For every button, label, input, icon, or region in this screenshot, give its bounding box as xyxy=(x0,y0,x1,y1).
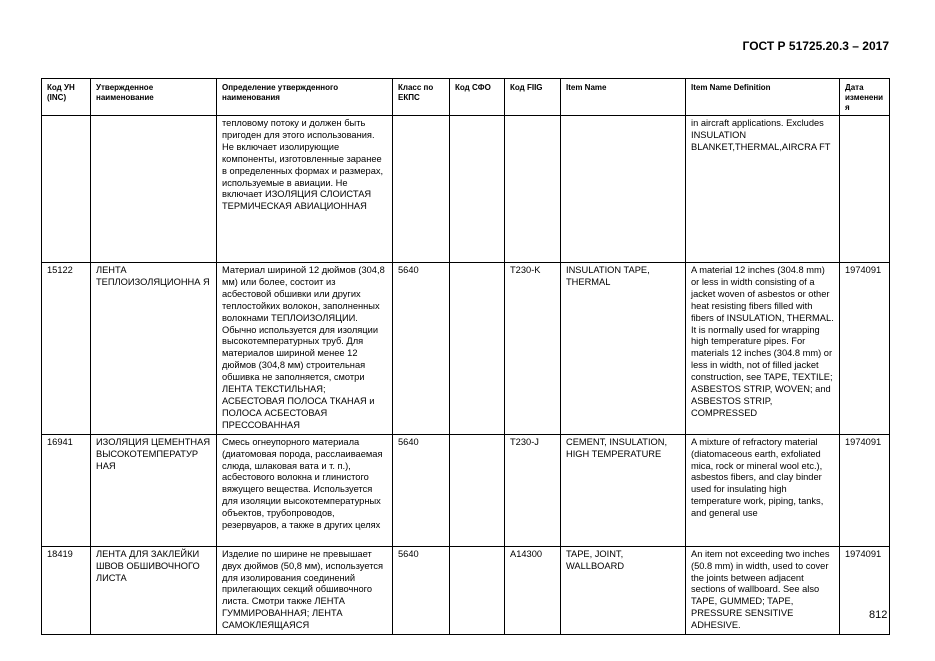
cell-approved-name: ЛЕНТА ТЕПЛОИЗОЛЯЦИОННА Я xyxy=(91,263,217,435)
col-header-sfo: Код СФО xyxy=(450,79,505,116)
col-header-inc: Код УН (INC) xyxy=(42,79,91,116)
col-header-approved-name: Утвержденное наименование xyxy=(91,79,217,116)
cell-sfo xyxy=(450,263,505,435)
table-row xyxy=(42,116,890,263)
cell-item-name: TAPE, JOINT, WALLBOARD xyxy=(561,546,686,634)
cell-sfo xyxy=(450,434,505,546)
cell-item-definition: in aircraft applications. Excludes INSULATION BLANKET,THERMAL,AIRCRA FT xyxy=(686,116,840,263)
col-header-item-name: Item Name xyxy=(561,79,686,116)
cell-class: 5640 xyxy=(393,434,450,546)
cell-definition: Смесь огнеупорного материала (диатомовая порода, расслаиваемая слюда, шлаковая вата и т. п.), асбестового волокна и глинистого вяжущего вещества. Используется для изоляции высокотемпературных объектов, трубопроводов, резервуаров, а также в других целях xyxy=(217,434,393,546)
col-header-date: Дата изменения xyxy=(840,79,890,116)
cell-approved-name: ЛЕНТА ДЛЯ ЗАКЛЕЙКИ ШВОВ ОБШИВОЧНОГО ЛИСТА xyxy=(91,546,217,634)
col-header-fiig: Код FIIG xyxy=(505,79,561,116)
cell-date: 1974091 xyxy=(840,434,890,546)
cell-item-definition: A mixture of refractory material (diatomaceous earth, exfoliated mica, rock or mineral wool etc.), asbestos fibers, and clay binder used for insulating high temperature work, piping, tanks, and general use xyxy=(686,434,840,546)
col-header-item-definition: Item Name Definition xyxy=(686,79,840,116)
cell-fiig xyxy=(505,116,561,263)
cell-inc xyxy=(42,116,91,263)
cell-class: 5640 xyxy=(393,546,450,634)
cell-sfo xyxy=(450,546,505,634)
cell-inc: 15122 xyxy=(42,263,91,435)
cell-sfo xyxy=(450,116,505,263)
cell-class xyxy=(393,116,450,263)
cell-definition: Материал шириной 12 дюймов (304,8 мм) или более, состоит из асбестовой обшивки или других теплостойких волокон, заполненных волокнами ТЕПЛОИЗОЛЯЦИИ. Обычно используется для изоляции высокотемпературных труб. Для материалов шириной менее 12 дюймов (304,8 мм) строительная обшивка не заполняется, смотри ЛЕНТА ТЕКСТИЛЬНАЯ; АСБЕСТОВАЯ ПОЛОСА ТКАНАЯ и ПОЛОСА АСБЕСТОВАЯ ПРЕССОВАННАЯ xyxy=(217,263,393,435)
table-header-row xyxy=(42,79,890,116)
col-header-class: Класс по ЕКПС xyxy=(393,79,450,116)
cell-approved-name: ИЗОЛЯЦИЯ ЦЕМЕНТНАЯ ВЫСОКОТЕМПЕРАТУР НАЯ xyxy=(91,434,217,546)
cell-definition: Изделие по ширине не превышает двух дюймов (50,8 мм), используется для изолирования соединений прилегающих секций обшивочного листа. Смотри также ЛЕНТА ГУММИРОВАННАЯ; ЛЕНТА САМОКЛЕЯЩАЯСЯ xyxy=(217,546,393,634)
cell-item-definition: A material 12 inches (304.8 mm) or less in width consisting of a jacket woven of asbestos or other heat resisting fibers filled with fibers of INSULATION, THERMAL. It is normally used for wrapping high temperature pipes. For materials 12 inches (304.8 mm) or less in width, not of filled jacket construction, see TAPE, TEXTILE; ASBESTOS STRIP, WOVEN; and ASBESTOS STRIP, COMPRESSED xyxy=(686,263,840,435)
inc-table xyxy=(41,78,890,635)
table-row xyxy=(42,434,890,546)
table-row xyxy=(42,263,890,435)
cell-fiig: T230-K xyxy=(505,263,561,435)
cell-item-name: CEMENT, INSULATION, HIGH TEMPERATURE xyxy=(561,434,686,546)
cell-definition: тепловому потоку и должен быть пригоден для этого использования. Не включает изолирующие компоненты, изготовленные заранее в определенных формах и размерах, используемые в авиации. Не включает ИЗОЛЯЦИЯ СЛОИСТАЯ ТЕРМИЧЕСКАЯ АВИАЦИОННАЯ xyxy=(217,116,393,263)
cell-fiig: A14300 xyxy=(505,546,561,634)
cell-item-definition: An item not exceeding two inches (50.8 mm) in width, used to cover the joints between adjacent sections of wallboard. See also TAPE, GUMMED; TAPE, PRESSURE SENSITIVE ADHESIVE. xyxy=(686,546,840,634)
cell-fiig: T230-J xyxy=(505,434,561,546)
cell-date: 1974091 xyxy=(840,263,890,435)
col-header-definition: Определение утвержденного наименования xyxy=(217,79,393,116)
cell-item-name xyxy=(561,116,686,263)
table-row xyxy=(42,546,890,634)
cell-inc: 16941 xyxy=(42,434,91,546)
cell-approved-name xyxy=(91,116,217,263)
cell-inc: 18419 xyxy=(42,546,91,634)
cell-date xyxy=(840,116,890,263)
cell-item-name: INSULATION TAPE, THERMAL xyxy=(561,263,686,435)
cell-date: 1974091 xyxy=(840,546,890,634)
page-number: 812 xyxy=(869,609,888,621)
document-code: ГОСТ Р 51725.20.3 – 2017 xyxy=(742,39,889,53)
cell-class: 5640 xyxy=(393,263,450,435)
